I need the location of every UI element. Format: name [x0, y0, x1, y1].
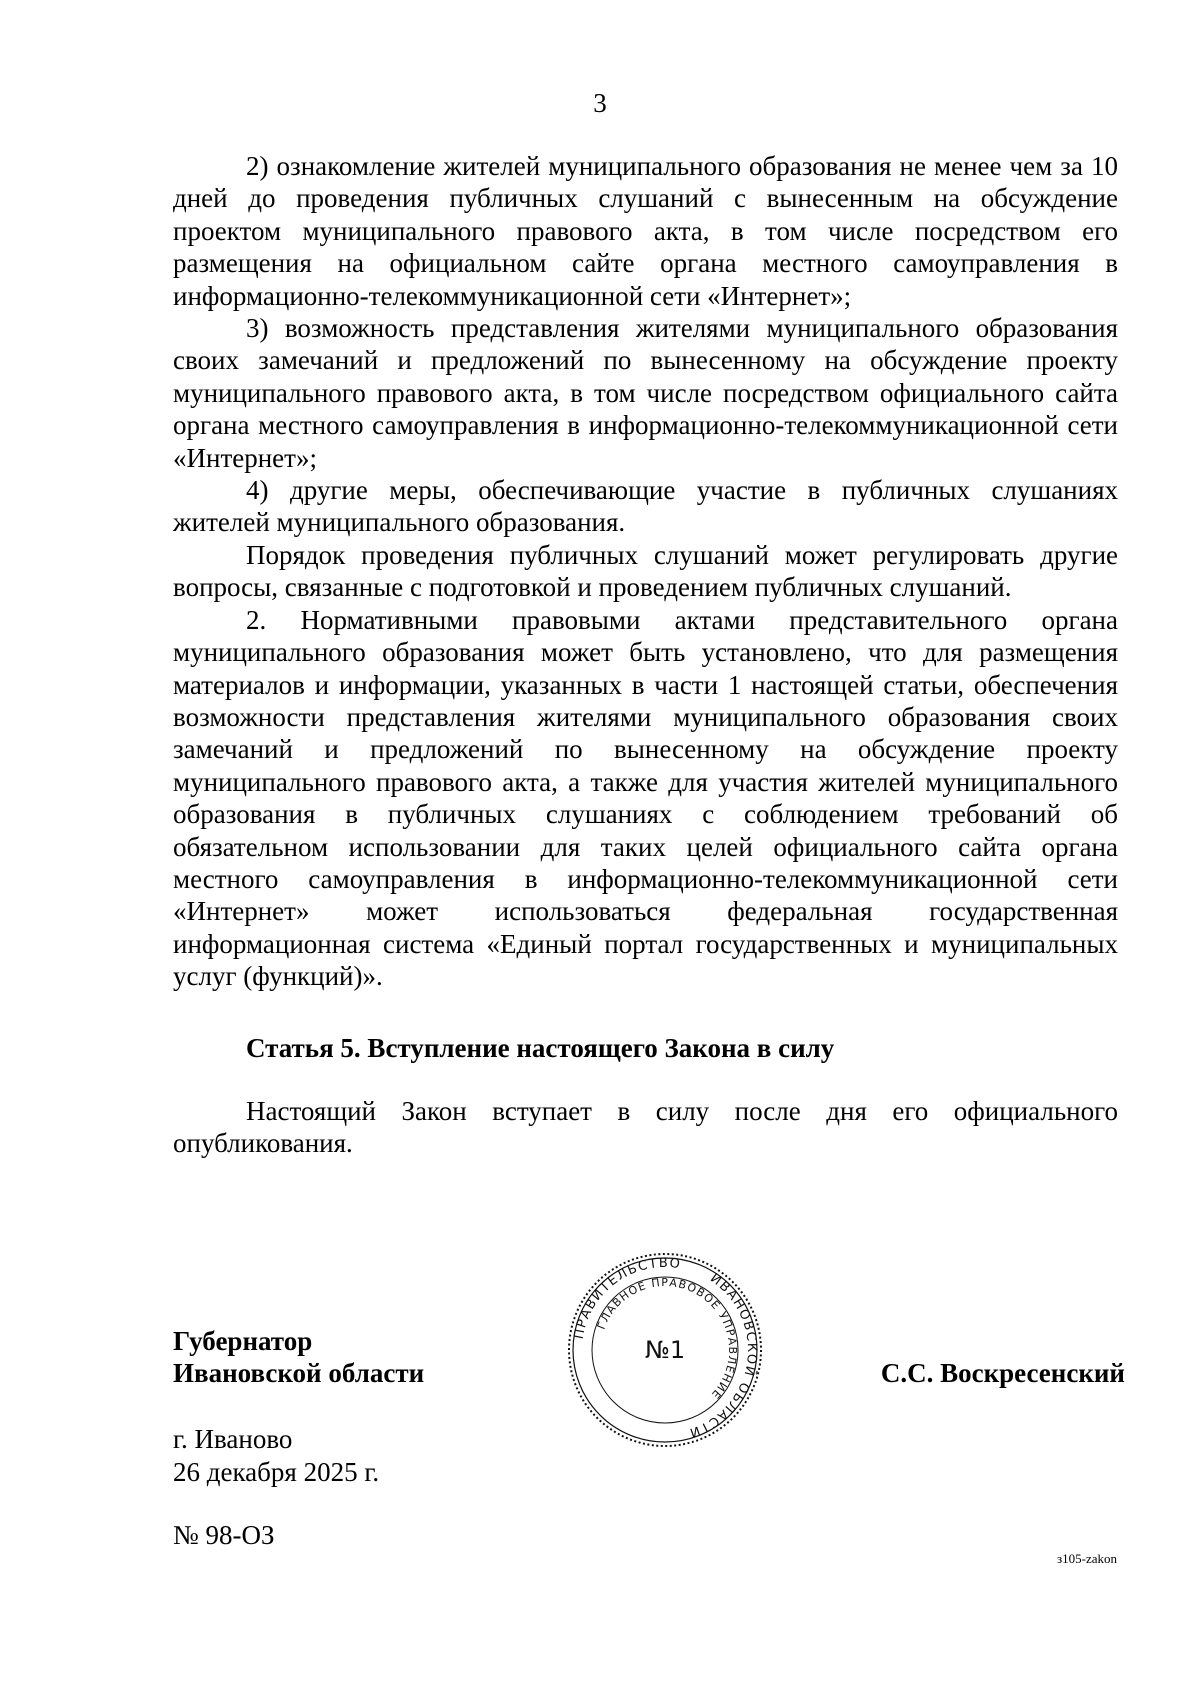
- paragraph-procedure: Порядок проведения публичных слушаний может регулировать другие вопросы, связанные с подготовкой и проведением публичных слушаний.: [173, 539, 1118, 603]
- paragraph-part-2: 2. Нормативными правовыми актами представительного органа муниципального образования может быть установлено, что для размещения материалов и информации, указанных в части 1 настоящей статьи, обеспечения возможности представления жителями муниципального образования своих замечаний и предложений по вынесенному на обсуждение проекту муниципального правового акта, а также для участия жителей муниципального образования в публичных слушаниях с соблюдением требований об обязательном использовании для таких целей официального сайта органа местного самоуправления в информационно-телекоммуникационной сети «Интернет» может использоваться федеральная государственная информационная система «Единый портал государственных и муниципальных услуг (функций)».: [173, 604, 1118, 992]
- official-seal: [565, 1250, 765, 1450]
- signer-title-line-2: Ивановской области: [173, 1358, 425, 1389]
- signing-date: 26 декабря 2025 г.: [173, 1457, 380, 1487]
- signer-position: [173, 1325, 424, 1390]
- file-code: з105-zakon: [1056, 1551, 1117, 1566]
- article-5-heading: Статья 5. Вступление настоящего Закона в силу: [246, 1033, 835, 1063]
- article-body: [173, 150, 1118, 993]
- place-city: г. Иваново: [173, 1424, 293, 1454]
- signer-title-line-1: Губернатор: [173, 1326, 313, 1356]
- place-and-date: [173, 1423, 379, 1489]
- signer-name: С.С. Воскресенский: [880, 1358, 1125, 1388]
- law-number: № 98-ОЗ: [173, 1520, 275, 1550]
- page-number: 3: [593, 88, 607, 118]
- seal-center-number: №1: [644, 1336, 686, 1364]
- seal-left-text: ПРАВИТЕЛЬСТВО: [571, 1255, 683, 1341]
- article-5-paragraph: Настоящий Закон вступает в силу после дня его официального опубликования.: [173, 1096, 1118, 1159]
- paragraph-item-3: 3) возможность представления жителями муниципального образования своих замечаний и предложений по вынесенному на обсуждение проекту муниципального правового акта, в том числе посредством официального сайта органа местного самоуправления в информационно-телекоммуникационной сети «Интернет»;: [173, 313, 1118, 473]
- seal-outer-text: ИВАНОВСКОЙ ОБЛАСТИ: [686, 1270, 760, 1441]
- paragraph-item-2: 2) ознакомление жителей муниципального образования не менее чем за 10 дней до проведения публичных слушаний с вынесенным на обсуждение проектом муниципального правового акта, в том числе посредством его размещения на официальном сайте органа местного самоуправления в информационно-телекоммуникационной сети «Интернет»;: [173, 151, 1118, 311]
- article-5-body: [173, 1095, 1118, 1160]
- paragraph-item-4: 4) другие меры, обеспечивающие участие в публичных слушаниях жителей муниципального образования.: [173, 475, 1118, 538]
- seal-inner-text: ГЛАВНОЕ ПРАВОВОЕ УПРАВЛЕНИЕ: [594, 1275, 740, 1402]
